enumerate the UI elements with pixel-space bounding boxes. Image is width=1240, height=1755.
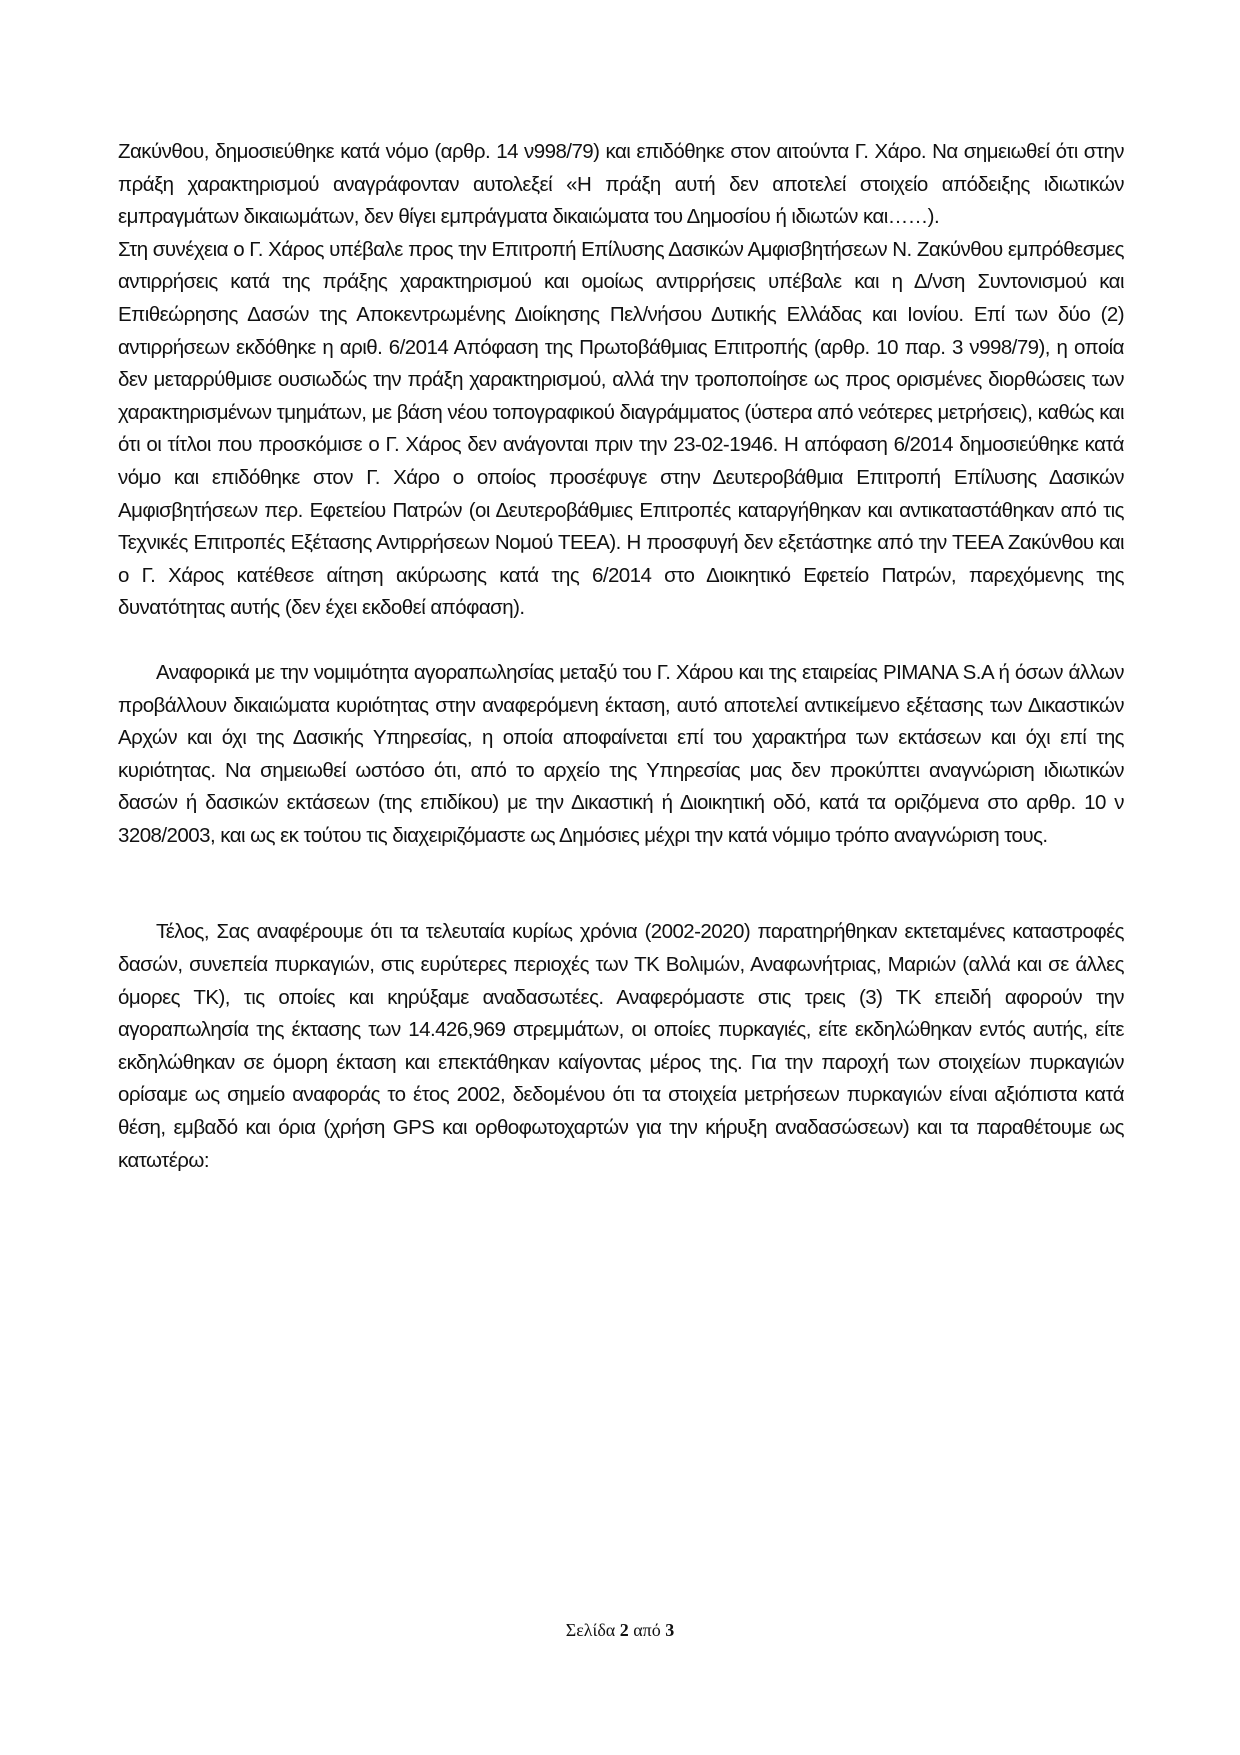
- paragraph-decision-publication: Ζακύνθου, δημοσιεύθηκε κατά νόμο (αρθρ. 14 ν998/79) και επιδόθηκε στον αιτούντα Γ. Χάρο. Να σημειωθεί ότι στην πράξη χαρακτηρισμού αναγράφονταν αυτολεξεί «Η πράξη αυτή δεν αποτελεί στοιχείο απόδειξης ιδιωτικών εμπραγμάτων δικαιωμάτων, δεν θίγει εμπράγματα δικαιώματα του Δημοσίου ή ιδιωτών και……).: [118, 140, 1124, 229]
- page-footer: [0, 1620, 1240, 1641]
- paragraph-ownership-legality: Αναφορικά με την νομιμότητα αγοραπωλησίας μεταξύ του Γ. Χάρου και της εταιρείας PIMANA S.A ή όσων άλλων προβάλλουν δικαιώματα κυριότητας στην αναφερόμενη έκταση, αυτό αποτελεί αντικείμενο εξέτασης των Δικαστικών Αρχών και όχι της Δασικής Υπηρεσίας, η οποία αποφαίνεται επί του χαρακτήρα των εκτάσεων και όχι επί της κυριότητας. Να σημειωθεί ωστόσο ότι, από το αρχείο της Υπηρεσίας μας δεν προκύπτει αναγνώριση ιδιωτικών δασών ή δασικών εκτάσεων (της επιδίκου) με την Δικαστική ή Διοικητική οδό, κατά τα οριζόμενα στο αρθρ. 10 ν 3208/2003, και ως εκ τούτου τις διαχειριζόμαστε ως Δημόσιες μέχρι την κατά νόμιμο τρόπο αναγνώριση τους.: [118, 660, 1124, 847]
- paragraph-objections-history: Στη συνέχεια ο Γ. Χάρος υπέβαλε προς την Επιτροπή Επίλυσης Δασικών Αμφισβητήσεων Ν. Ζακύνθου εμπρόθεσμες αντιρρήσεις κατά της πράξης χαρακτηρισμού και ομοίως αντιρρήσεις υπέβαλε και η Δ/νση Συντονισμού και Επιθεώρησης Δασών της Αποκεντρωμένης Διοίκησης Πελ/νήσου Δυτικής Ελλάδας και Ιονίου. Επί των δύο (2) αντιρρήσεων εκδόθηκε η αριθ. 6/2014 Απόφαση της Πρωτοβάθμιας Επιτροπής (αρθρ. 10 παρ. 3 ν998/79), η οποία δεν μεταρρύθμισε ουσιωδώς την πράξη χαρακτηρισμού, αλλά την τροποποίησε ως προς ορισμένες διορθώσεις των χαρακτηρισμένων τμημάτων, με βάση νέου τοπογραφικού διαγράμματος (ύστερα από νεότερες μετρήσεις), καθώς και ότι οι τίτλοι που προσκόμισε ο Γ. Χάρος δεν ανάγονται πριν την 23-02-1946. Η απόφαση 6/2014 δημοσιεύθηκε κατά νόμο και επιδόθηκε στον Γ. Χάρο ο οποίος προσέφυγε στην Δευτεροβάθμια Επιτροπή Επίλυσης Δασικών Αμφισβητήσεων περ. Εφετείου Πατρών (οι Δευτεροβάθμιες Επιτροπές καταργήθηκαν και αντικαταστάθηκαν από τις Τεχνικές Επιτροπές Εξέτασης Αντιρρήσεων Νομού ΤΕΕΑ). Η προσφυγή δεν εξετάστηκε από την ΤΕΕΑ Ζακύνθου και ο Γ. Χάρος κατέθεσε αίτηση ακύρωσης κατά της 6/2014 στο Διοικητικό Εφετείο Πατρών, παρεχόμενης της δυνατότητας αυτής (δεν έχει εκδοθεί απόφαση).: [118, 237, 1124, 620]
- paragraph-fire-damage: Τέλος, Σας αναφέρουμε ότι τα τελευταία κυρίως χρόνια (2002-2020) παρατηρήθηκαν εκτεταμένες καταστροφές δασών, συνεπεία πυρκαγιών, στις ευρύτερες περιοχές των ΤΚ Βολιμών, Αναφωνήτριας, Μαριών (αλλά και σε άλλες όμορες ΤΚ), τις οποίες και κηρύξαμε αναδασωτέες. Αναφερόμαστε στις τρεις (3) ΤΚ επειδή αφορούν την αγοραπωλησία της έκτασης των 14.426,969 στρεμμάτων, οι οποίες πυρκαγιές, είτε εκδηλώθηκαν εντός αυτής, είτε εκδηλώθηκαν σε όμορη έκταση και επεκτάθηκαν καίγοντας μέρος της. Για την παροχή των στοιχείων πυρκαγιών ορίσαμε ως σημείο αναφοράς το έτος 2002, δεδομένου ότι τα στοιχεία μετρήσεων πυρκαγιών είναι αξιόπιστα κατά θέση, εμβαδό και όρια (χρήση GPS και ορθοφωτοχαρτών για την κήρυξη αναδασώσεων) και τα παραθέτουμε ως κατωτέρω:: [118, 920, 1124, 1172]
- page-label: Σελίδα: [565, 1620, 616, 1640]
- total-pages-number: 3: [665, 1620, 675, 1640]
- current-page-number: 2: [619, 1620, 629, 1640]
- of-label: από: [633, 1620, 661, 1640]
- document-page: [118, 136, 1124, 1177]
